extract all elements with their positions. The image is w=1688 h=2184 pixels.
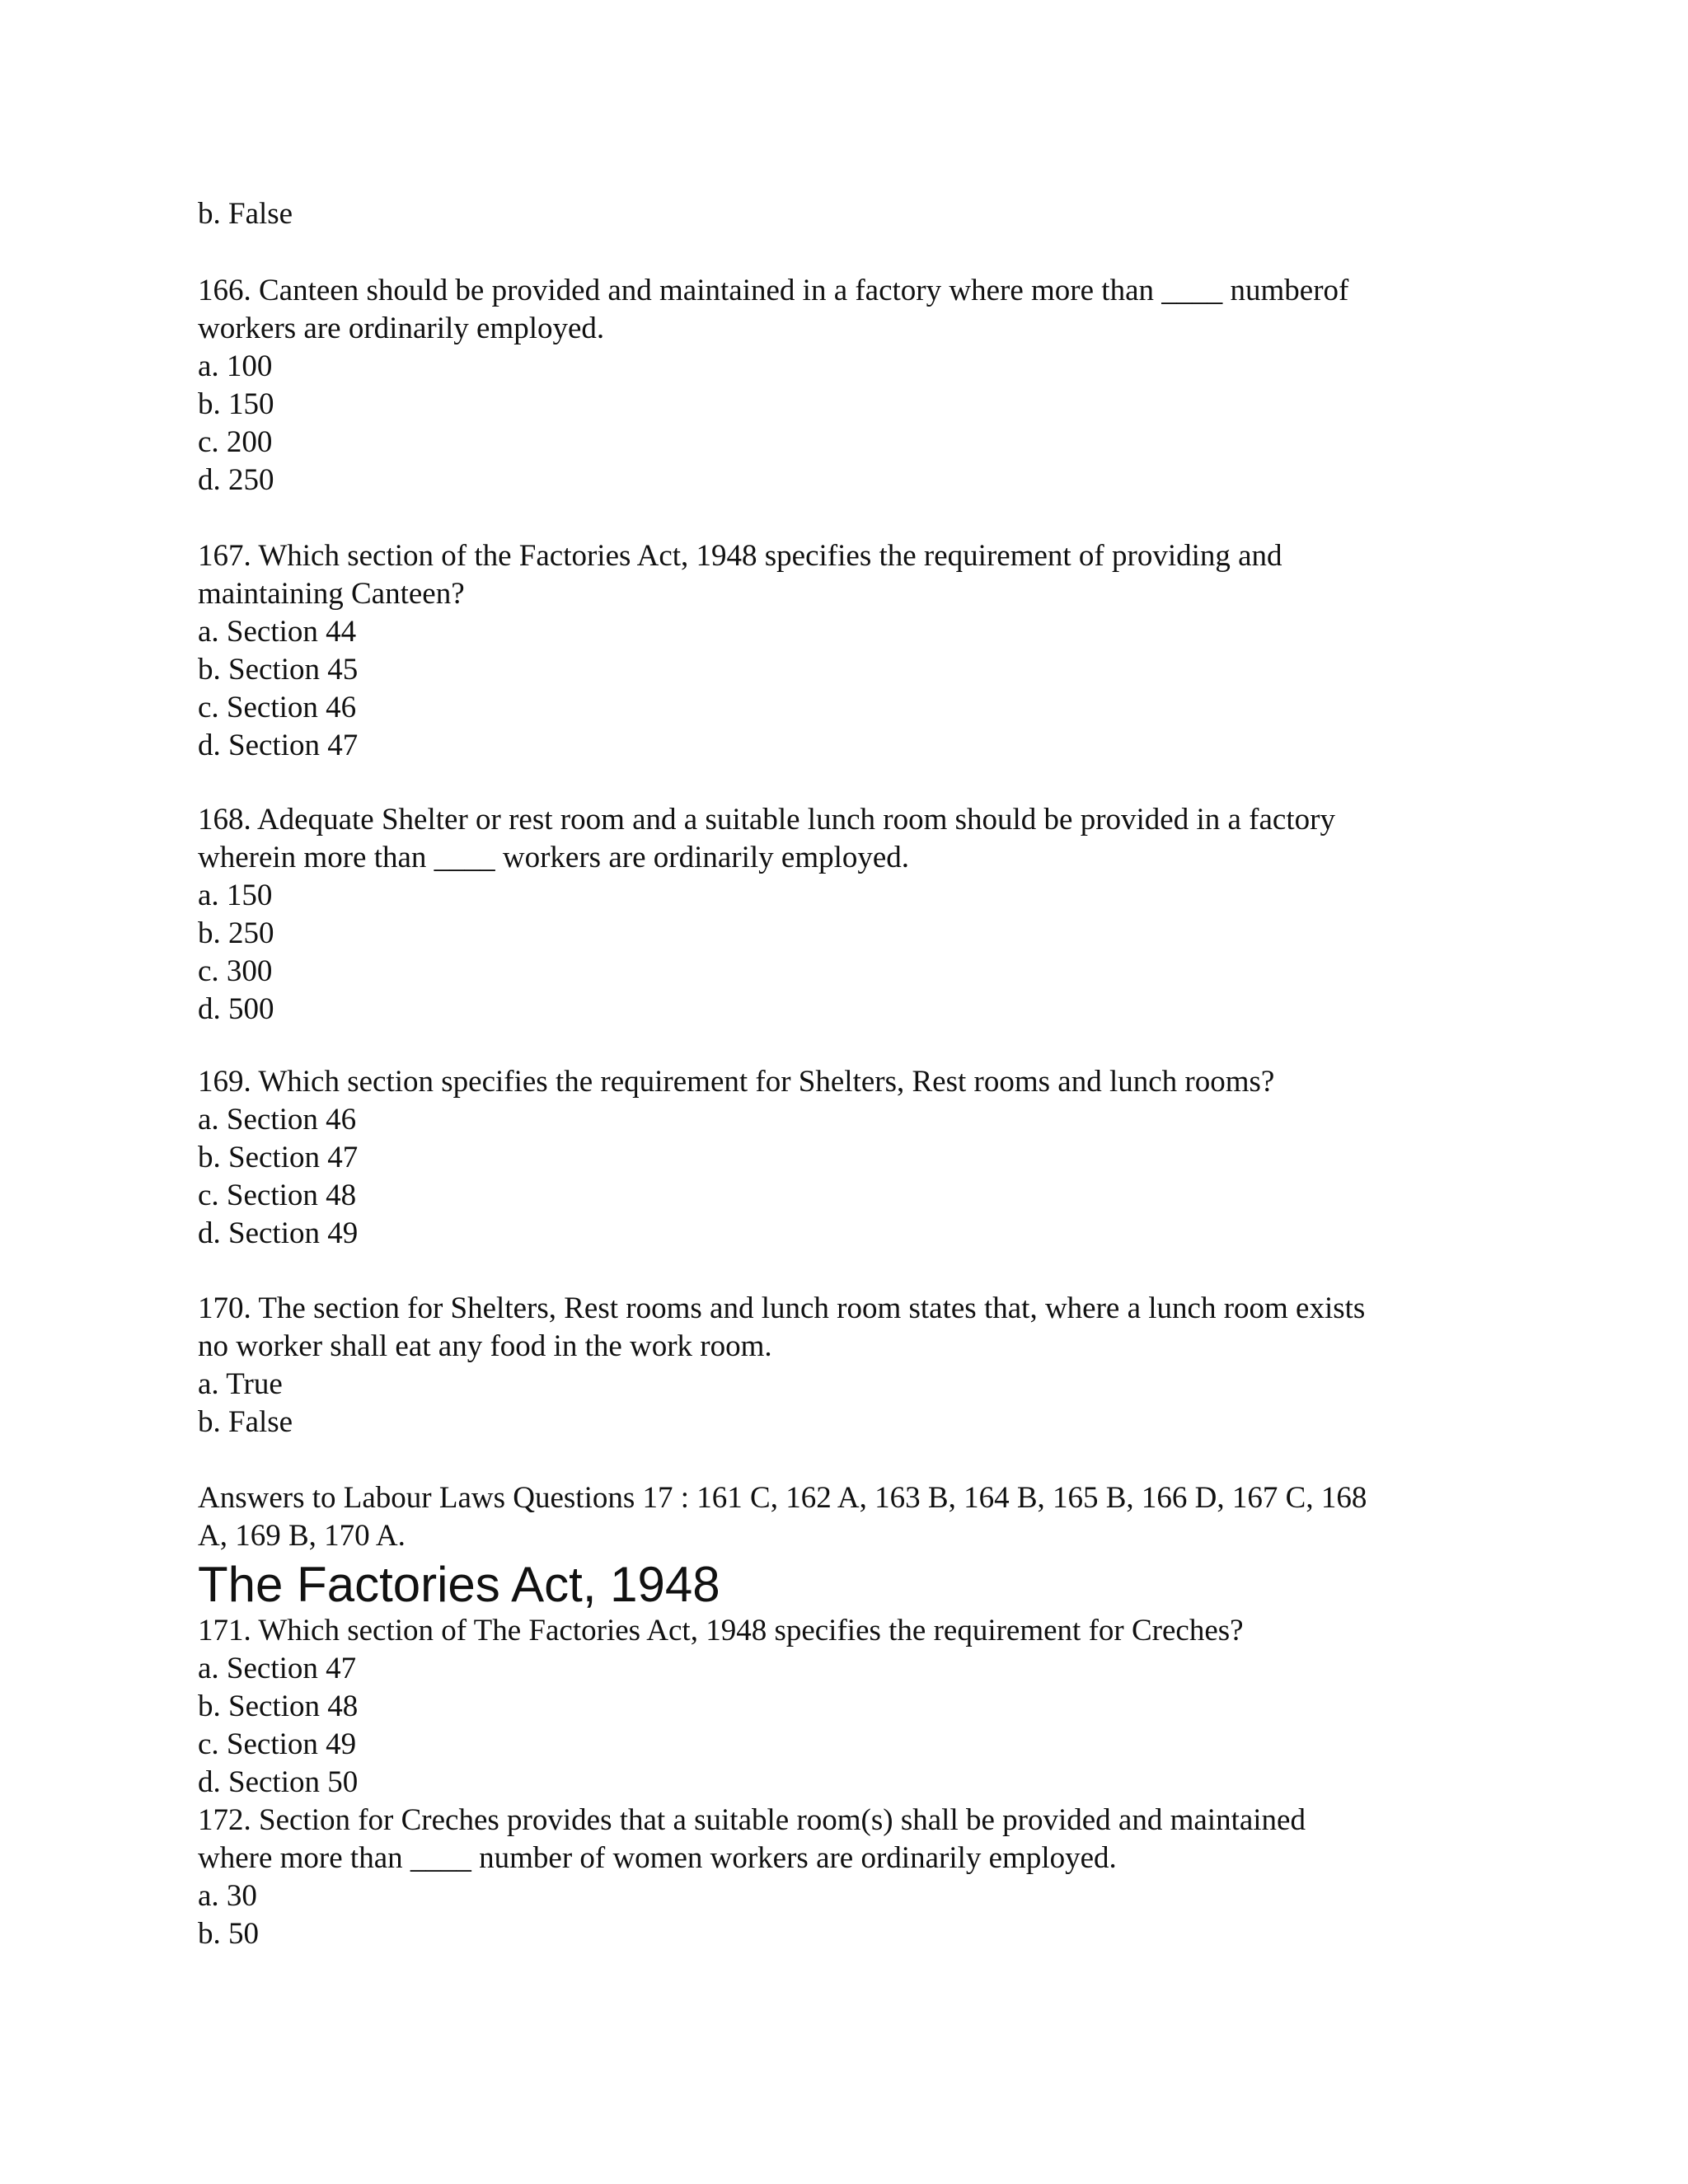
q167-text-line2: maintaining Canteen? [198, 577, 465, 611]
q166-option-d: d. 250 [198, 463, 274, 497]
q167-option-d: d. Section 47 [198, 729, 359, 762]
answers-line1: Answers to Labour Laws Questions 17 : 161 C, 162 A, 163 B, 164 B, 165 B, 166 D, 167 C, 168 [198, 1481, 1367, 1515]
q167-option-c: c. Section 46 [198, 691, 357, 724]
q168-option-b: b. 250 [198, 916, 274, 950]
q171-text-line1: 171. Which section of The Factories Act, 1948 specifies the requirement for Creches? [198, 1614, 1244, 1647]
q166-text-line1: 166. Canteen should be provided and maintained in a factory where more than ____ numberof [198, 274, 1349, 307]
q172-text-line2: where more than ____ number of women workers are ordinarily employed. [198, 1841, 1117, 1875]
q167-text-line1: 167. Which section of the Factories Act, 1948 specifies the requirement of providing and [198, 539, 1282, 573]
q166-text-line2: workers are ordinarily employed. [198, 312, 605, 345]
q167-option-b: b. Section 45 [198, 653, 359, 687]
q172-text-line1: 172. Section for Creches provides that a suitable room(s) shall be provided and maintained [198, 1803, 1306, 1837]
q168-option-c: c. 300 [198, 954, 273, 988]
q168-option-d: d. 500 [198, 992, 274, 1026]
q169-option-a: a. Section 46 [198, 1103, 357, 1137]
q166-option-c: c. 200 [198, 425, 273, 459]
section-heading: The Factories Act, 1948 [198, 1557, 720, 1612]
q170-text-line1: 170. The section for Shelters, Rest rooms and lunch room states that, where a lunch room exists [198, 1291, 1366, 1325]
q170-option-a: a. True [198, 1367, 283, 1401]
q168-text-line2: wherein more than ____ workers are ordinarily employed. [198, 841, 910, 874]
answers-line2: A, 169 B, 170 A. [198, 1519, 406, 1553]
q168-option-a: a. 150 [198, 879, 273, 912]
q169-option-b: b. Section 47 [198, 1141, 359, 1174]
q169-option-d: d. Section 49 [198, 1216, 359, 1250]
q170-text-line2: no worker shall eat any food in the work room. [198, 1329, 772, 1363]
q169-text-line1: 169. Which section specifies the requirement for Shelters, Rest rooms and lunch rooms? [198, 1065, 1275, 1099]
q171-option-d: d. Section 50 [198, 1765, 359, 1799]
q165-option-b: b. False [198, 197, 293, 231]
q167-option-a: a. Section 44 [198, 615, 357, 649]
q166-option-a: a. 100 [198, 349, 273, 383]
q172-option-b: b. 50 [198, 1917, 259, 1951]
q171-option-c: c. Section 49 [198, 1727, 357, 1761]
q168-text-line1: 168. Adequate Shelter or rest room and a suitable lunch room should be provided in a factory [198, 803, 1335, 837]
document-page [198, 0, 1484, 2184]
q169-option-c: c. Section 48 [198, 1179, 357, 1212]
q166-option-b: b. 150 [198, 387, 274, 421]
q171-option-b: b. Section 48 [198, 1690, 359, 1723]
q170-option-b: b. False [198, 1405, 293, 1439]
q172-option-a: a. 30 [198, 1879, 257, 1913]
q171-option-a: a. Section 47 [198, 1652, 357, 1685]
